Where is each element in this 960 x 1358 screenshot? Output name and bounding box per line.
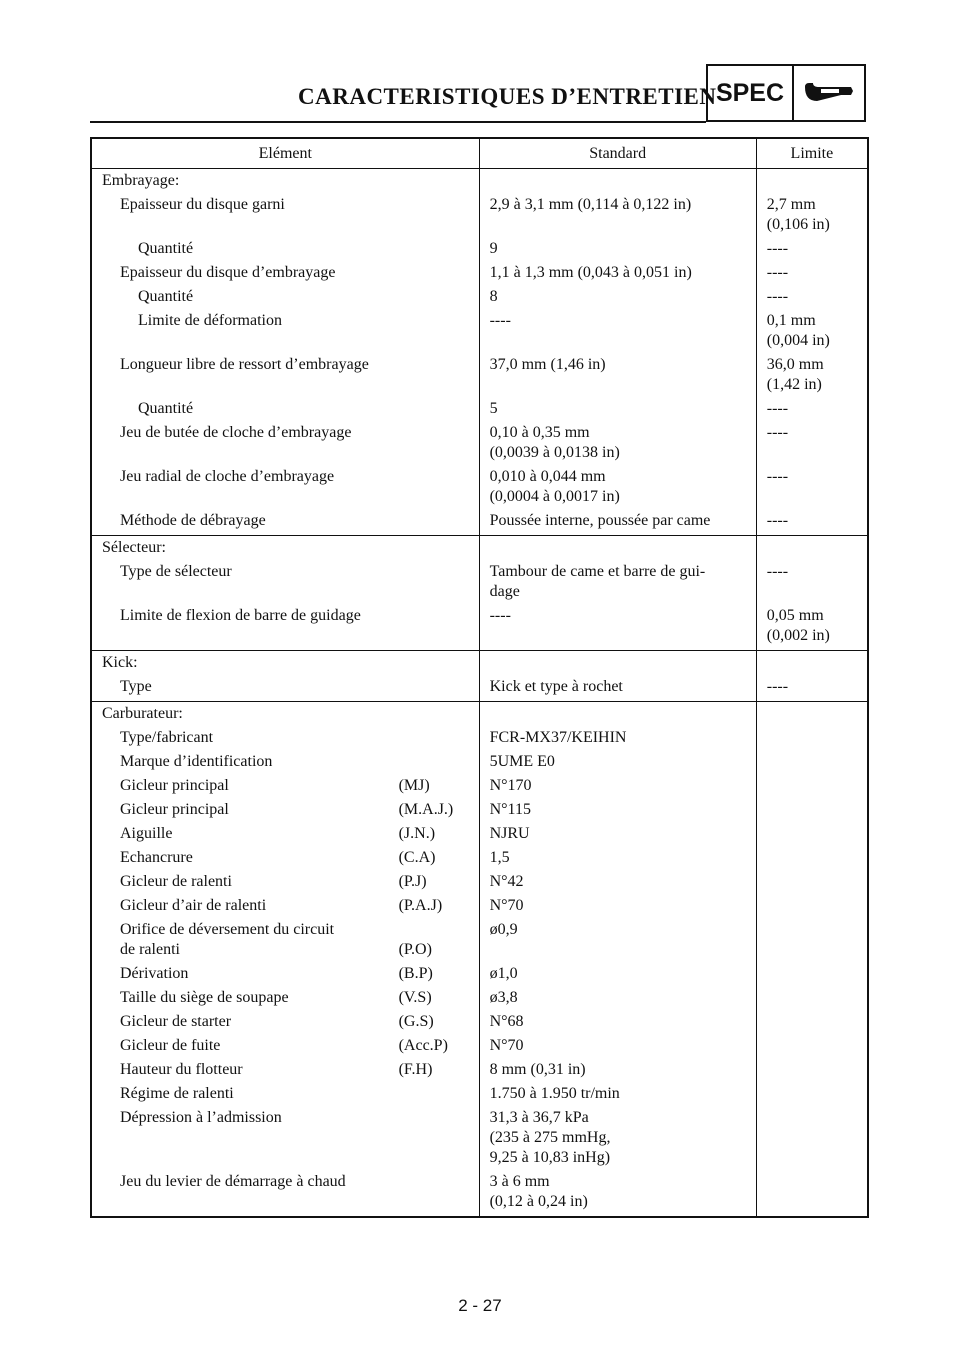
section-header-row xyxy=(91,702,868,727)
item-standard: ø3,8 xyxy=(479,986,756,1010)
item-standard: Tambour de came et barre de gui- dage xyxy=(479,560,756,604)
item-label: Limite de déformation xyxy=(91,309,479,353)
section-title: Kick: xyxy=(91,651,479,676)
item-limit: ---- xyxy=(756,237,868,261)
table-row xyxy=(91,1058,868,1082)
item-standard: ø0,9 xyxy=(479,918,756,962)
section-title: Carburateur: xyxy=(91,702,479,727)
section-header-row xyxy=(91,651,868,676)
item-label: Gicleur principal xyxy=(120,801,229,818)
item-standard: 3 à 6 mm (0,12 à 0,24 in) xyxy=(479,1170,756,1217)
table-row xyxy=(91,353,868,397)
item-standard: N°68 xyxy=(479,1010,756,1034)
item-limit xyxy=(756,1082,868,1106)
item-standard: N°170 xyxy=(479,774,756,798)
item-limit xyxy=(756,918,868,962)
spec-label: SPEC xyxy=(708,66,794,120)
item-standard: 5 xyxy=(479,397,756,421)
section-title: Sélecteur: xyxy=(91,536,479,561)
table-row xyxy=(91,774,868,798)
item-abbreviation: (P.A.J) xyxy=(398,897,443,914)
item-label-cell xyxy=(91,1170,479,1217)
table-row xyxy=(91,421,868,465)
empty-cell xyxy=(479,536,756,561)
item-abbreviation: (V.S) xyxy=(398,989,432,1006)
item-standard: 31,3 à 36,7 kPa (235 à 275 mmHg, 9,25 à 10,83 inHg) xyxy=(479,1106,756,1170)
item-label-cell xyxy=(91,894,479,918)
item-standard: Poussée interne, poussée par came xyxy=(479,509,756,536)
item-standard: ø1,0 xyxy=(479,962,756,986)
item-abbreviation: (C.A) xyxy=(398,849,436,866)
table-row xyxy=(91,726,868,750)
item-label-cell xyxy=(91,870,479,894)
item-limit xyxy=(756,846,868,870)
table-row xyxy=(91,1082,868,1106)
table-row xyxy=(91,962,868,986)
item-label: Dépression à l’admission xyxy=(120,1109,282,1126)
table-row xyxy=(91,870,868,894)
column-header-limit: Limite xyxy=(756,138,868,169)
item-abbreviation xyxy=(399,752,479,772)
item-standard: 2,9 à 3,1 mm (0,114 à 0,122 in) xyxy=(479,193,756,237)
item-label-cell xyxy=(91,846,479,870)
table-row xyxy=(91,918,868,962)
item-label: Epaisseur du disque d’embrayage xyxy=(91,261,479,285)
table-row xyxy=(91,1034,868,1058)
item-limit xyxy=(756,1058,868,1082)
item-abbreviation: (J.N.) xyxy=(398,825,436,842)
table-row xyxy=(91,894,868,918)
item-limit xyxy=(756,774,868,798)
item-label-cell xyxy=(91,986,479,1010)
item-standard: 1,1 à 1,3 mm (0,043 à 0,051 in) xyxy=(479,261,756,285)
table-row xyxy=(91,798,868,822)
item-limit: ---- xyxy=(756,261,868,285)
table-row xyxy=(91,846,868,870)
table-row xyxy=(91,750,868,774)
item-label: Limite de flexion de barre de guidage xyxy=(91,604,479,651)
item-label: Quantité xyxy=(91,285,479,309)
item-limit xyxy=(756,1034,868,1058)
item-label: Jeu de butée de cloche d’embrayage xyxy=(91,421,479,465)
wrench-icon xyxy=(794,66,864,120)
item-label: Type/fabricant xyxy=(120,729,214,746)
item-limit: ---- xyxy=(756,560,868,604)
item-limit xyxy=(756,750,868,774)
item-abbreviation: (B.P) xyxy=(398,965,433,982)
item-standard: 0,10 à 0,35 mm (0,0039 à 0,0138 in) xyxy=(479,421,756,465)
empty-cell xyxy=(479,651,756,676)
item-label-cell xyxy=(91,1010,479,1034)
item-standard: 5UME E0 xyxy=(479,750,756,774)
item-limit: 2,7 mm (0,106 in) xyxy=(756,193,868,237)
table-header-row xyxy=(91,138,868,169)
item-abbreviation: (Acc.P) xyxy=(398,1037,448,1054)
item-abbreviation: (MJ) xyxy=(398,777,430,794)
item-standard: 37,0 mm (1,46 in) xyxy=(479,353,756,397)
item-limit: ---- xyxy=(756,421,868,465)
item-abbreviation xyxy=(399,1084,479,1104)
item-label: Type de sélecteur xyxy=(91,560,479,604)
item-label: Méthode de débrayage xyxy=(91,509,479,536)
item-limit xyxy=(756,870,868,894)
item-limit xyxy=(756,894,868,918)
item-limit: ---- xyxy=(756,397,868,421)
item-limit: 36,0 mm (1,42 in) xyxy=(756,353,868,397)
empty-cell xyxy=(756,651,868,676)
empty-cell xyxy=(756,536,868,561)
item-abbreviation: (M.A.J.) xyxy=(398,801,454,818)
section-header-row xyxy=(91,169,868,194)
table-row xyxy=(91,822,868,846)
item-limit: 0,1 mm (0,004 in) xyxy=(756,309,868,353)
item-limit xyxy=(756,1010,868,1034)
empty-cell xyxy=(479,169,756,194)
item-limit xyxy=(756,1170,868,1217)
item-abbreviation: (G.S) xyxy=(398,1013,434,1030)
item-label-cell xyxy=(91,962,479,986)
item-label: Orifice de déversement du circuit de ralenti xyxy=(120,921,335,958)
table-row xyxy=(91,465,868,509)
table-row xyxy=(91,604,868,651)
item-abbreviation xyxy=(399,1108,479,1128)
header-rule xyxy=(90,121,706,123)
item-standard: FCR-MX37/KEIHIN xyxy=(479,726,756,750)
table-row xyxy=(91,193,868,237)
item-label: Aiguille xyxy=(120,825,173,842)
section-title: Embrayage: xyxy=(91,169,479,194)
item-label-cell xyxy=(91,1106,479,1170)
item-standard: 0,010 à 0,044 mm (0,0004 à 0,0017 in) xyxy=(479,465,756,509)
item-standard: N°42 xyxy=(479,870,756,894)
item-label-cell xyxy=(91,726,479,750)
item-limit xyxy=(756,798,868,822)
table-row xyxy=(91,986,868,1010)
item-label-cell xyxy=(91,822,479,846)
item-label: Gicleur de ralenti xyxy=(120,873,232,890)
section-header-row xyxy=(91,536,868,561)
item-label-cell xyxy=(91,918,479,962)
item-label-cell xyxy=(91,1034,479,1058)
item-label: Echancrure xyxy=(120,849,193,866)
item-label: Type xyxy=(91,675,479,702)
item-label: Marque d’identification xyxy=(120,753,273,770)
item-label: Gicleur de starter xyxy=(120,1013,232,1030)
table-row xyxy=(91,1106,868,1170)
item-limit xyxy=(756,986,868,1010)
item-abbreviation: (P.J) xyxy=(398,873,427,890)
item-standard: 1.750 à 1.950 tr/min xyxy=(479,1082,756,1106)
item-standard: N°115 xyxy=(479,798,756,822)
item-label: Longueur libre de ressort d’embrayage xyxy=(91,353,479,397)
item-label-cell xyxy=(91,1058,479,1082)
item-abbreviation: (P.O) xyxy=(398,941,432,958)
empty-cell xyxy=(756,702,868,727)
page-title: CARACTERISTIQUES D’ENTRETIEN xyxy=(298,84,717,109)
item-standard: ---- xyxy=(479,604,756,651)
item-abbreviation xyxy=(399,1172,479,1192)
item-limit xyxy=(756,962,868,986)
item-abbreviation xyxy=(399,728,479,748)
item-label: Dérivation xyxy=(120,965,189,982)
item-label: Hauteur du flotteur xyxy=(120,1061,243,1078)
item-label: Régime de ralenti xyxy=(120,1085,234,1102)
item-standard: NJRU xyxy=(479,822,756,846)
table-row xyxy=(91,261,868,285)
item-limit xyxy=(756,726,868,750)
item-label: Gicleur de fuite xyxy=(120,1037,221,1054)
item-standard: 9 xyxy=(479,237,756,261)
item-label: Epaisseur du disque garni xyxy=(91,193,479,237)
item-label-cell xyxy=(91,750,479,774)
item-label: Jeu radial de cloche d’embrayage xyxy=(91,465,479,509)
item-label-cell xyxy=(91,798,479,822)
item-label: Gicleur d’air de ralenti xyxy=(120,897,267,914)
table-row xyxy=(91,509,868,536)
empty-cell xyxy=(756,169,868,194)
item-limit: ---- xyxy=(756,285,868,309)
table-row xyxy=(91,237,868,261)
item-label: Quantité xyxy=(91,237,479,261)
item-limit xyxy=(756,822,868,846)
item-limit: ---- xyxy=(756,675,868,702)
item-label-cell xyxy=(91,1082,479,1106)
item-label: Quantité xyxy=(91,397,479,421)
item-limit: ---- xyxy=(756,465,868,509)
spec-table xyxy=(90,137,869,1218)
item-limit: ---- xyxy=(756,509,868,536)
column-header-standard: Standard xyxy=(479,138,756,169)
table-row xyxy=(91,397,868,421)
item-label-cell xyxy=(91,774,479,798)
item-standard: N°70 xyxy=(479,1034,756,1058)
table-row xyxy=(91,560,868,604)
item-standard: 8 xyxy=(479,285,756,309)
item-label: Taille du siège de soupape xyxy=(120,989,289,1006)
column-header-element: Elément xyxy=(91,138,479,169)
table-row xyxy=(91,1170,868,1217)
item-standard: 1,5 xyxy=(479,846,756,870)
table-row xyxy=(91,309,868,353)
item-abbreviation: (F.H) xyxy=(398,1061,433,1078)
item-standard: Kick et type à rochet xyxy=(479,675,756,702)
table-row xyxy=(91,285,868,309)
empty-cell xyxy=(479,702,756,727)
item-standard: ---- xyxy=(479,309,756,353)
item-label: Jeu du levier de démarrage à chaud xyxy=(120,1173,346,1190)
item-limit: 0,05 mm (0,002 in) xyxy=(756,604,868,651)
table-row xyxy=(91,675,868,702)
page-number: 2 - 27 xyxy=(458,1296,502,1315)
item-standard: 8 mm (0,31 in) xyxy=(479,1058,756,1082)
spec-badge xyxy=(706,64,866,122)
item-limit xyxy=(756,1106,868,1170)
item-label: Gicleur principal xyxy=(120,777,229,794)
item-standard: N°70 xyxy=(479,894,756,918)
table-row xyxy=(91,1010,868,1034)
